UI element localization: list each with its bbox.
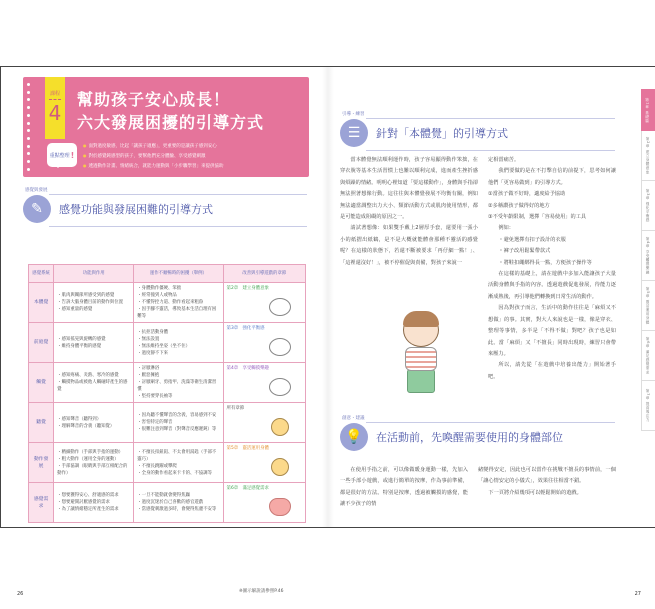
body-column-1: 當本體覺無法順利運作時，孩子容易顯得動作笨拙，在穿衣脫等基本生活習慣上也難以順利完成，進而產生挫折感與煩躁的情緒。明明心裡知道「要這樣動作」，身體與手指卻無法照著想像行動。這往往與本體覺發展不均衡有關，例如無法適當調整出力大小、類節活動方式或肌肉使用情形，都是可能造成阻礙的原因之一。 請試著想像：如果雙手戴上2層厚手套，還要用一張小小的紙摺出紙鶴，是不是大概就能體會那種不靈活的感覺呢？在這樣的狀態下，若還不斷被要求「再仔細一點！」、「這裡還沒好！」，被不停催促與責備，對孩子來說一 (340, 157, 478, 266)
right-page (328, 67, 655, 597)
chapter-tab[interactable]: 第3章 強化平衡感 (641, 181, 655, 231)
function-cell: ・感知聲音（聽得到） ・理解聲音的含義（聽知覺） (54, 403, 134, 443)
chapter-cell (223, 283, 305, 323)
lesson-banner (23, 77, 309, 177)
key-points-badge: 重點整理 ! (47, 143, 77, 167)
sensory-system-cell: 觸覺 (29, 363, 54, 403)
lightbulb-icon: 💡 (340, 423, 368, 451)
book-spread (0, 66, 655, 597)
problem-cell: ・不擅長扣鈕釦、不太會用湯匙（手部不靈巧） ・不擅長跳躍或攀爬 ・全身的動作看起來卡卡的、不協調等 (134, 443, 223, 483)
sensory-system-cell: 感覺需求 (29, 483, 54, 523)
lesson-title-line2: 六大發展困擾的引導方式 (77, 113, 265, 132)
table-header-row: 感覺系統 功能與作用 運作不順暢時的困擾（舉例） 改善與引導遊戲的章節 (29, 265, 306, 283)
chapter-cell (223, 483, 305, 523)
function-cell: ・肌肉與關節所感受到的感覺 ・告訴大腦身體目前的動作與位置 ・感知重量的感覺 (54, 283, 134, 323)
heart-character-illustration (263, 495, 297, 519)
problem-cell: ・抗拒活動身體 ・無法設置 ・無法維持坐姿（坐不住） ・過度靜不下來 (134, 323, 223, 363)
function-cell: ・感知疼痛、炎熱、寒冷的感覺 ・觸摸物品或被他人觸碰時產生的感覺 (54, 363, 134, 403)
table-row (29, 323, 306, 363)
chapter-link: 第3章 強化平衡感 (226, 326, 265, 331)
sensory-guidance-table (28, 264, 306, 523)
section-heading-sensory: 感覺與發展 ✎ 感覺功能與發展困難的引導方式 (23, 191, 307, 227)
problem-cell: ・討厭淋浴 ・厭惡擁抱 ・討厭刷牙、剪指甲、洗澡等衛生清潔習慣 ・堅持要穿長袖等 (134, 363, 223, 403)
key-point: ● 透過動作計畫、情緒統合，就能力運動與「小步驟學習」來提供協助 (83, 161, 224, 171)
chapter-cell (223, 363, 305, 403)
key-points-list (83, 141, 224, 171)
table-row (29, 283, 306, 323)
section-heading-proprioception: 引導・練習 ☰ 針對「本體覺」的引導方式 (340, 115, 615, 151)
chapter-link: 第5章 靈活運用身體 (226, 446, 269, 451)
left-page (1, 67, 328, 597)
chapter-tab[interactable]: 第1章 基礎篇 (641, 89, 655, 131)
anxious-boy-illustration (393, 307, 449, 403)
hand-illustration (263, 375, 297, 399)
chapter-cell (223, 443, 305, 483)
chapter-tab[interactable]: 第5章 靈活運用身體 (641, 281, 655, 331)
chapter-tab[interactable]: 第6章 滿足感覺需求 (641, 331, 655, 381)
sensory-system-cell: 聽覺 (29, 403, 54, 443)
table-row (29, 363, 306, 403)
stacked-books-icon: ☰ (340, 119, 368, 147)
sensory-system-cell: 動作發展 (29, 443, 54, 483)
lesson-number: 4 (48, 101, 62, 125)
boy-kicking-ball-illustration (263, 455, 297, 479)
wheels-and-seesaw-illustration (263, 335, 297, 359)
child-listening-illustration (263, 415, 297, 439)
table-row (29, 483, 306, 523)
sensory-system-cell: 前庭覺 (29, 323, 54, 363)
function-cell: ・感知搖晃與旋轉的感覺 ・維持身體平衡的感覺 (54, 323, 134, 363)
chapter-cell (223, 323, 305, 363)
footnote: ※圖示解說請參照P.46 (239, 589, 284, 594)
chapter-cell (223, 403, 305, 443)
lesson-label: 課程 (49, 91, 60, 97)
function-cell: ・想要獲得安心、舒適感的需求 ・想要避開討厭感覺的需求 ・為了讓情緒穩定所產生的需求 (54, 483, 134, 523)
binder-holes (27, 83, 31, 171)
problem-cell: ・一旦不能動就會變得焦躁 ・過度沉迷於自己喜歡的感官遊戲 ・當感覺刺激過多時，會變得焦慮不安等 (134, 483, 223, 523)
lesson-number-tag (45, 77, 65, 139)
chapter-side-tabs (641, 89, 655, 431)
chapter-tab[interactable]: 第2章 建立身體意象 (641, 131, 655, 181)
sensory-system-cell: 本體覺 (29, 283, 54, 323)
document-pencil-icon: ✎ (23, 195, 51, 223)
table-row (29, 403, 306, 443)
chapter-link: 第6章 滿足感覺需求 (226, 486, 269, 491)
chapter-link: 第2章 建立身體意象 (226, 286, 269, 291)
key-point: ● 面對過度敏感，比起「讓孩子適應」，更重要的是讓孩子感到安心 (83, 141, 224, 151)
bottom-column-2: 緒變得安定，因此也可以當作在挑戰不擅長的事情前，一個「讓心情安定的小儀式」，效果往往相當不錯。 下一頁將介紹幾項可以輕鬆開始的遊戲。 (478, 467, 616, 496)
problem-cell: ・身體動作僵硬、笨拙 ・經常撞到人或物品 ・不懂得控力道、動作看起來粗魯 ・因手腳不靈活，導致基本生活自理有困難等 (134, 283, 223, 323)
page-number-right: 27 (634, 591, 641, 597)
body-column-2: 定相當痛苦。 我們要做的是在不打擊自信的前提下，思考如何讓他們「更容易做到」的引導方式。 ①當孩子做不好時，適度給予協助 ②多稱讚孩子做得好的地方 ③不受年齡限制，選擇「容易使用」的工具 例如： ・避免選擇有扣子設計的衣服 ・褲子改用鬆緊帶款式 ・將鞋扣繩綁得長一點，方便孩子操作等 在這樣的基礎上，請在遊戲中多加入能讓孩子大量活動身體與手指的內容。透過遊戲促進發展，待能力逐漸成熟後，再引導他們轉換到日常生活的動作。 因為對孩子而言，生活中的動作往往是「麻煩又不想做」的事。其實，對大人來說也是一樣，像是穿衣、整理等事情，多半是「不得不做」對吧？孩子也是如此。當「麻煩」又「不擅長」同時出現時，練習只會帶來壓力。 所以，請先從「在遊戲中培養出能力」開始著手吧。 (488, 157, 616, 380)
muscle-arm-and-cheering-boy-illustration (263, 295, 297, 319)
chapter-link: 第4章 享受觸摸樂趣 (226, 366, 269, 371)
key-point: ● 對於感覺鈍感型的孩子，要幫他們充分體驗、享受感覺刺激 (83, 151, 224, 161)
section-title: 在活動前，先喚醒需要使用的身體部位 (376, 431, 563, 444)
chapter-link: 所有章節 (226, 406, 245, 411)
bottom-column-1: 在使用手指之前，可以像做暖身運動一樣，先加入一些手部小遊戲，或進行簡單的按摩，作為事前準備，都是很好的方法。特別是按摩，透過被觸摸的感覺，能讓不少孩子的情 (340, 467, 468, 508)
section-title: 針對「本體覺」的引導方式 (376, 127, 508, 140)
table-row (29, 443, 306, 483)
function-cell: ・精細動作（手部與手指的運動） ・粗大動作（運用全身的運動） ・手部協調（眼睛與手部互相配合的動作） (54, 443, 134, 483)
chapter-tab[interactable]: 第7章 提高專注力 (641, 381, 655, 431)
section-heading-warmup: 創意・建議 💡 在活動前，先喚醒需要使用的身體部位 (340, 419, 615, 455)
chapter-tab[interactable]: 第4章 享受觸摸樂趣 (641, 231, 655, 281)
page-number-left: 26 (17, 591, 24, 597)
section-title: 感覺功能與發展困難的引導方式 (59, 203, 213, 216)
lesson-title-line1: 幫助孩子安心成長！ (77, 90, 231, 109)
problem-cell: ・因為聽不懂聲音的含義，容易感到不安 ・害怕特定的聲音 ・很難注意到聲音（對聲音反應遲鈍）等 (134, 403, 223, 443)
